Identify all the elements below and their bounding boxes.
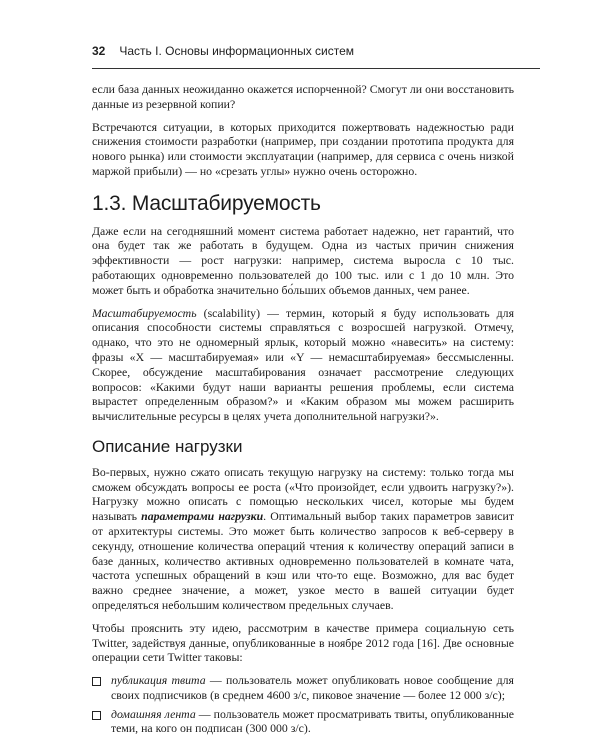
- list-term: домашняя лента: [111, 706, 196, 721]
- list-text: — пользователь может опубликовать новое сообщение для своих подписчиков (в среднем 4600 з/с, пиковое значение — более 12 000 з/с);: [111, 673, 514, 702]
- paragraph-text: Во-первых, нужно сжато описать текущую нагрузку на систему: только тогда мы сможем обсуждать вопросы ее роста («Что произойдет, если удвоить нагрузку?»). Нагрузку можно описать с помощью нескольких чисел, которые мы будем называть: [92, 464, 514, 524]
- checkbox-bullet-icon: [92, 711, 101, 720]
- section-heading: 1.3. Масштабируемость: [92, 191, 321, 215]
- paragraph: [92, 306, 514, 424]
- list-term: публикация твита: [111, 673, 206, 688]
- page-body: [92, 82, 514, 740]
- term-italic: Масштабируемость: [92, 305, 197, 320]
- paragraph-text: (scalability) — термин, который я буду использовать для описания способности системы справляться с возросшей нагрузкой. Отмечу, однако, что это не одномерный ярлык, который можно «навесить» на систему: фразы «X — масштабируемая» или «Y — немасштабируемая» бессмысленны. Скорее, обсуждение масштабирования означает рассмотрение следующих вопросов: «Какими будут наши варианты решения проблемы, если система вырастет определенным образом?» и «Каким образом мы можем расширить вычислительные ресурсы в целях учета дополнительной нагрузки?».: [92, 305, 514, 424]
- part-title: Часть I. Основы информационных систем: [119, 44, 355, 58]
- checkbox-bullet-icon: [92, 677, 101, 686]
- paragraph: Чтобы прояснить эту идею, рассмотрим в качестве примера социальную сеть Twitter, задействуя данные, опубликованные в ноябре 2012 года [16]. Две основные операции сети Twitter таковы:: [92, 620, 514, 665]
- paragraph: [92, 465, 514, 613]
- list-item: [92, 707, 514, 737]
- paragraph: если база данных неожиданно окажется испорченной? Смогут ли они восстановить данные из резервной копии?: [92, 82, 514, 111]
- paragraph-text: . Оптимальный выбор таких параметров зависит от архитектуры системы. Это может быть количество запросов к веб-серверу в секунду, отношение количества операций чтения к количеству операций записи в базе данных, количество активных одновременно пользователей в комнате чата, частота успешных обращений в кэш или что-то еще. Возможно, для вас будет важно среднее значение, а может, узкое место в вашей ситуации будет определяться небольшим количеством предельных случаев.: [92, 509, 514, 612]
- page-number: 32: [92, 44, 106, 58]
- paragraph: Даже если на сегодняшний момент система работает надежно, нет гарантий, что она будет так же работать в будущем. Одна из частых причин снижения эффективности — рост нагрузки: например, система выросла с 10 тыс. работающих одновременно пользователей до 100 тыс. или с 1 до 10 млн. Это может быть и обработка значительно бо́льших объемов данных, чем ранее.: [92, 223, 514, 297]
- header-rule: [92, 68, 540, 69]
- running-header: [92, 44, 540, 58]
- list-item: [92, 673, 514, 703]
- paragraph: Встречаются ситуации, в которых приходится пожертвовать надежностью ради снижения стоимости разработки (например, при создании прототипа продукта для нового рынка) или стоимости эксплуатации (например, для сервиса с очень низкой маржой прибыли) — но «срезать углы» нужно очень осторожно.: [92, 119, 514, 178]
- term-bold-italic: параметрами нагрузки: [141, 509, 264, 524]
- list-text: — пользователь может просматривать твиты, опубликованные теми, на кого он подписан (300 000 з/с).: [111, 706, 514, 736]
- subsection-heading: Описание нагрузки: [92, 436, 243, 456]
